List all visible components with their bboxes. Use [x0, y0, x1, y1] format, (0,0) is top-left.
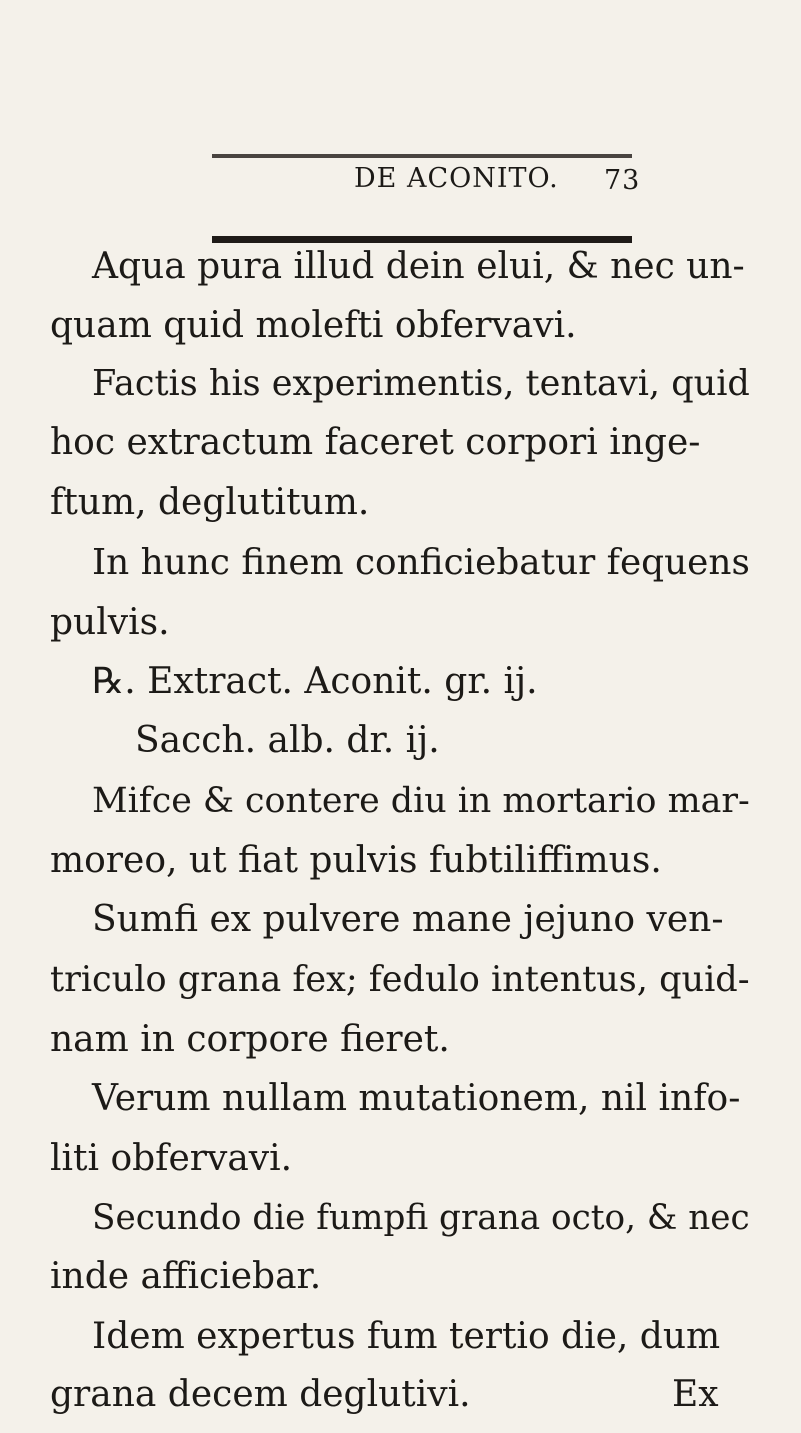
- text-line: In hunc finem conficiebatur fequens: [92, 542, 750, 583]
- text-line: Mifce & contere diu in mortario mar-: [92, 781, 750, 821]
- text-line: Factis his experimentis, tentavi, quid: [92, 363, 750, 404]
- text-line: Sacch. alb. dr. ij.: [135, 720, 440, 761]
- text-line: hoc extractum faceret corpori inge-: [50, 422, 701, 463]
- text-line: Idem expertus fum tertio die, dum: [92, 1316, 721, 1357]
- text-line: nam in corpore fieret.: [50, 1019, 450, 1060]
- catchword: Ex: [672, 1374, 719, 1415]
- text-line: inde afficiebar.: [50, 1256, 322, 1297]
- text-line: ℞. Extract. Aconit. gr. ij.: [92, 661, 538, 702]
- text-line: grana decem deglutivi.: [50, 1374, 471, 1415]
- text-line: Sumfi ex pulvere mane jejuno ven-: [92, 899, 724, 940]
- text-line: pulvis.: [50, 602, 170, 643]
- page-number: 73: [604, 165, 641, 196]
- text-line: ftum, deglutitum.: [50, 482, 370, 523]
- text-line: liti obfervavi.: [50, 1138, 293, 1179]
- text-line: Verum nullam mutationem, nil info-: [92, 1078, 741, 1119]
- text-line: moreo, ut fiat pulvis fubtiliffimus.: [50, 840, 662, 881]
- running-title: DE ACONITO.: [354, 163, 559, 194]
- text-line: Aqua pura illud dein elui, & nec un-: [92, 246, 745, 287]
- text-line: triculo grana fex; fedulo intentus, quid-: [50, 959, 750, 1000]
- text-line: quam quid molefti obfervavi.: [50, 305, 577, 346]
- text-line: Secundo die fumpfi grana octo, & nec: [92, 1198, 750, 1238]
